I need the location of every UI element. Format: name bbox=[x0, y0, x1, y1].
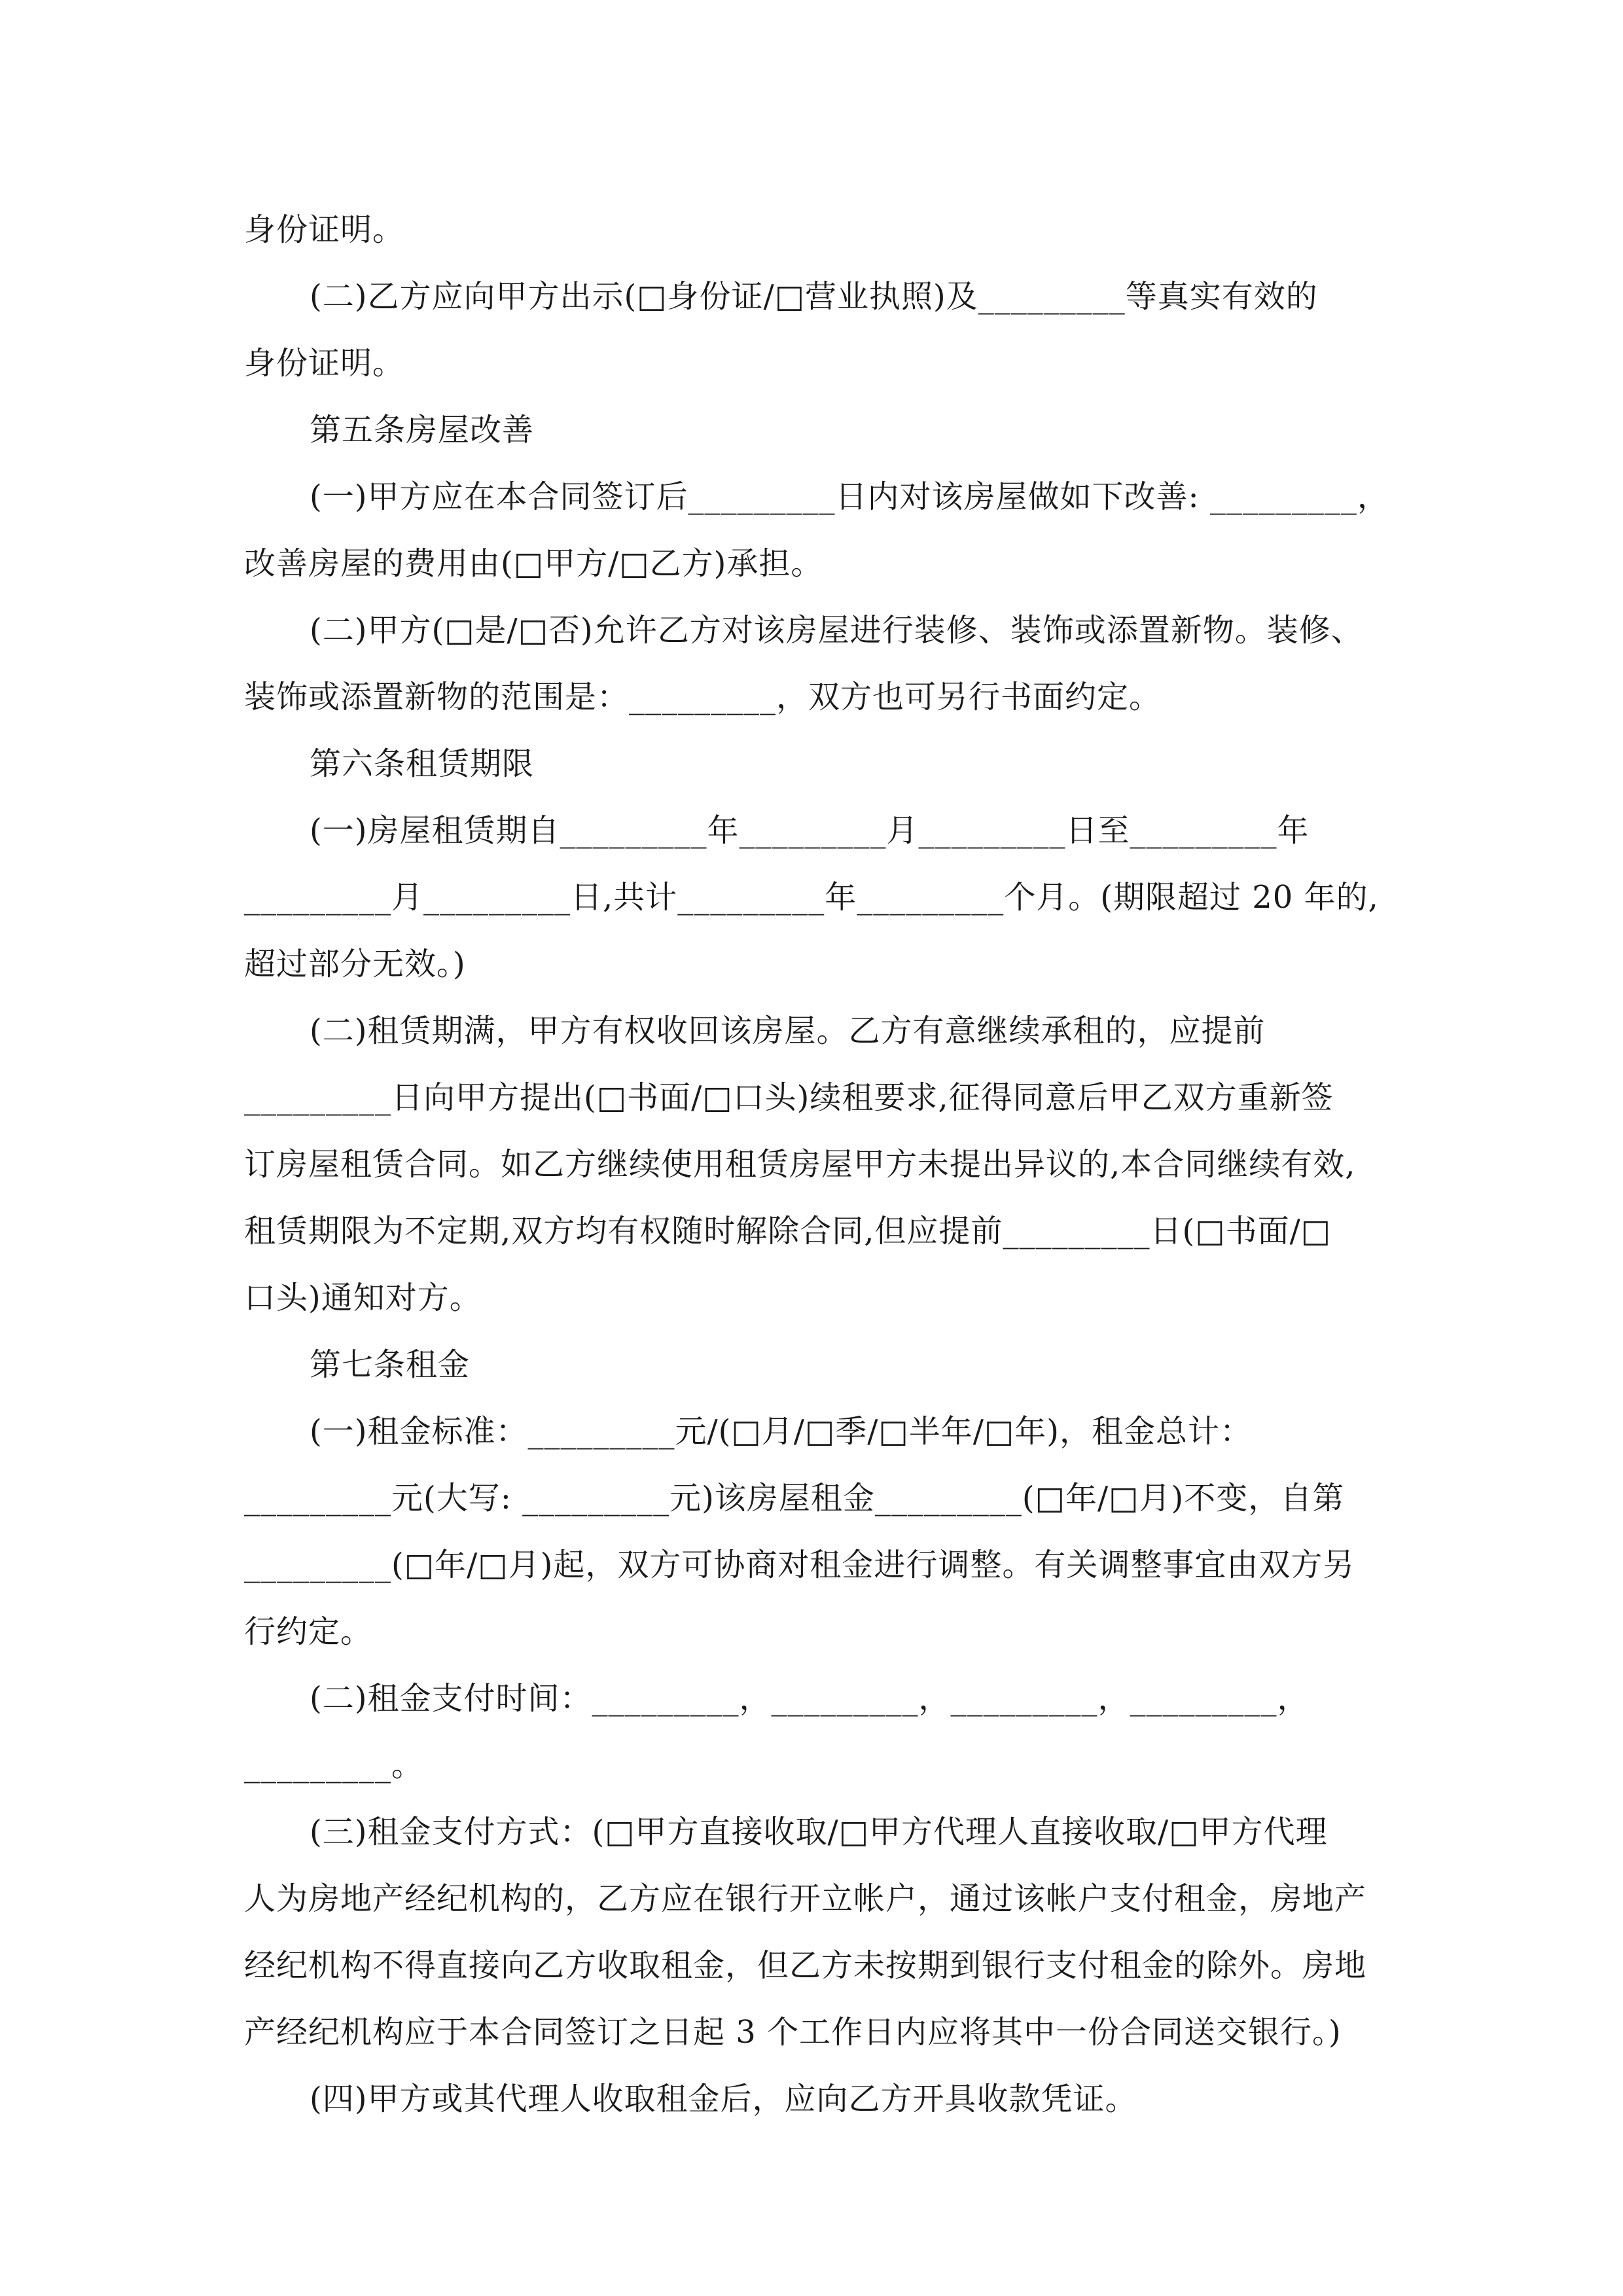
text-line: 身份证明。 bbox=[244, 211, 405, 248]
text-line: _________月_________日,共计_________年_________个月。(期限超过 20 年的, bbox=[244, 879, 1379, 916]
text-line: (二)租金支付时间：_________，_________，_________，_________， bbox=[310, 1680, 1310, 1717]
text-line: 人为房地产经纪机构的，乙方应在银行开立帐户，通过该帐户支付租金，房地产 bbox=[244, 1880, 1367, 1917]
text-line: 第七条租金 bbox=[310, 1346, 471, 1383]
text-line: 租赁期限为不定期,双方均有权随时解除合同,但应提前_________日(□书面/□ bbox=[244, 1213, 1332, 1249]
text-line: _________。 bbox=[244, 1747, 424, 1784]
text-line: _________日向甲方提出(□书面/□口头)续租要求,征得同意后甲乙双方重新签 bbox=[244, 1079, 1334, 1116]
text-line: 第五条房屋改善 bbox=[310, 412, 535, 448]
text-line: 装饰或添置新物的范围是：_________，双方也可另行书面约定。 bbox=[244, 679, 1162, 715]
text-line: 超过部分无效。) bbox=[244, 946, 466, 982]
text-line: (二)租赁期满，甲方有权收回该房屋。乙方有意继续承租的，应提前 bbox=[310, 1013, 1266, 1049]
text-line: (二)甲方(□是/□否)允许乙方对该房屋进行装修、装饰或添置新物。装修、 bbox=[310, 612, 1363, 649]
text-line: 口头)通知对方。 bbox=[244, 1280, 482, 1316]
text-line: _________(□年/□月)起，双方可协商对租金进行调整。有关调整事宜由双方另 bbox=[244, 1547, 1355, 1583]
text-line: (二)乙方应向甲方出示(□身份证/□营业执照)及_________等真实有效的 bbox=[310, 278, 1318, 315]
text-line: 订房屋租赁合同。如乙方继续使用租赁房屋甲方未提出异议的,本合同继续有效, bbox=[244, 1146, 1356, 1183]
text-line: (一)房屋租赁期自_________年_________月_________日至_________年 bbox=[310, 812, 1310, 849]
text-line: (三)租金支付方式：(□甲方直接收取/□甲方代理人直接收取/□甲方代理 bbox=[310, 1814, 1328, 1850]
text-line: 行约定。 bbox=[244, 1613, 373, 1650]
text-line: (一)租金标准：_________元/(□月/□季/□半年/□年)，租金总计： bbox=[310, 1413, 1253, 1450]
text-line: (一)甲方应在本合同签订后_________日内对该房屋做如下改善: _________， bbox=[310, 478, 1389, 515]
text-line: 第六条租赁期限 bbox=[310, 745, 535, 782]
contract-body bbox=[244, 196, 1396, 2132]
text-line: 身份证明。 bbox=[244, 345, 405, 382]
text-line: 经纪机构不得直接向乙方收取租金，但乙方未按期到银行支付租金的除外。房地 bbox=[244, 1947, 1367, 1984]
text-line: _________元(大写: _________元)该房屋租金_________(□年/□月)不变，自第 bbox=[244, 1480, 1345, 1516]
text-line: 产经纪机构应于本合同签订之日起 3 个工作日内应将其中一份合同送交银行。) bbox=[244, 2014, 1342, 2051]
text-line: (四)甲方或其代理人收取租金后，应向乙方开具收款凭证。 bbox=[310, 2081, 1137, 2117]
text-line: 改善房屋的费用由(□甲方/□乙方)承担。 bbox=[244, 545, 823, 582]
